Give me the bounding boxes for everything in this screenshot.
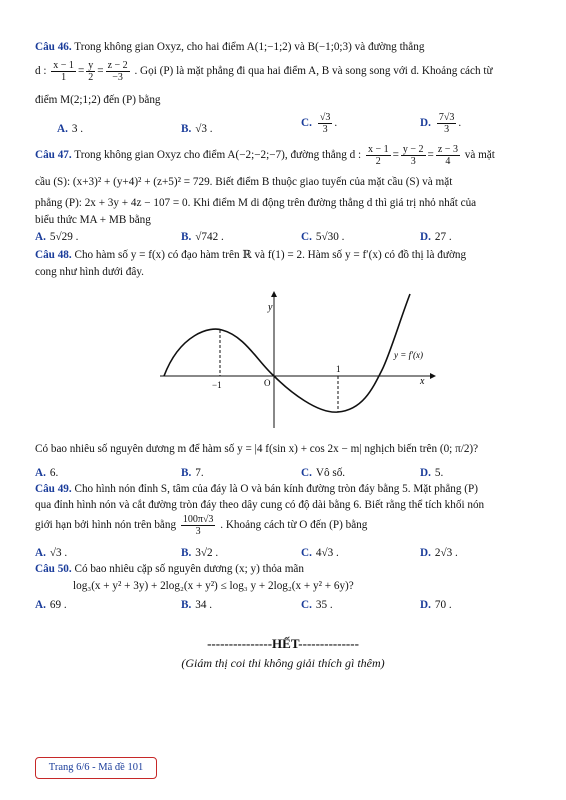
q47-text4: biểu thức MA + MB bằng — [35, 214, 151, 226]
q46-text2: . Gọi (P) là mặt phẳng đi qua hai điểm A, B và song song với d. Khoảng cách từ — [134, 65, 493, 78]
q47-line3 — [35, 194, 527, 210]
q49-line2 — [35, 496, 527, 512]
question-47 — [35, 144, 527, 249]
q47-line1: Câu 47. Trong không gian Oxyz cho điểm A(−2;−2;−7), đường thẳng d : $\frac{x - 1}{2}$ = $\frac{y - 2}{3}$ = $\frac{z - 3}{4}$ và mặt — [35, 144, 495, 167]
q49-text3b: . Khoảng cách từ O đến (P) bằng — [220, 519, 368, 532]
q47-label: Câu 47. — [35, 149, 72, 162]
q50-label: Câu 50. — [35, 563, 72, 575]
q49-option-b: B. 3√2 . — [181, 547, 219, 559]
q47-text3: phẳng (P): 2x + 3y + 4z − 107 = 0. Khi điểm M di động trên đường thẳng d thì giá trị nhỏ nhất của — [35, 197, 477, 209]
q47-text1b: và mặt — [464, 149, 495, 162]
q46-text1: Trong không gian Oxyz, cho hai điểm A(1;−1;2) và B(−1;0;3) và đường thẳng — [74, 41, 425, 53]
origin-label: O — [264, 378, 271, 388]
q47-text1a: Trong không gian Oxyz cho điểm A(−2;−2;−7), đường thẳng d : — [74, 149, 362, 162]
q49-text1: Cho hình nón đỉnh S, tâm của đáy là O và bán kính đường tròn đáy bằng 5. Mặt phẳng (P) — [74, 483, 478, 495]
end-note: (Giám thị coi thi không giải thích gì thêm) — [181, 656, 385, 670]
q47-text2: cầu (S): (x+3)² + (y+4)² + (z+5)² = 729. Biết điểm B thuộc giao tuyến của mặt cầu (S) và mặt — [35, 176, 453, 188]
q48-interval: (0; π/2)? — [439, 443, 479, 455]
q46-frac-x — [51, 60, 76, 83]
question-50 — [35, 560, 527, 620]
q46-line1 — [35, 38, 527, 54]
q49-option-d: D. 2√3 . — [420, 547, 458, 559]
q48-option-c: C. Vô số. — [301, 467, 346, 479]
q46-f3n: z − 2 — [107, 60, 128, 71]
tick-neg-label: −1 — [212, 380, 222, 390]
q49-option-c: C. 4√3 . — [301, 547, 339, 559]
q46-d-prefix: d : — [35, 65, 47, 78]
q47-frac-x: $\frac{x - 1}{2}$ — [367, 144, 389, 167]
q49-text2: qua đỉnh hình nón và cắt đường tròn đáy theo dây cung có độ dài bằng 6. Biết rằng thể tích khối nón — [35, 499, 485, 511]
q47-line4 — [35, 211, 527, 227]
q48-option-b: B. 7. — [181, 467, 204, 479]
q49-option-a: A. √3 . — [35, 547, 68, 559]
q47-options — [35, 228, 527, 244]
q46-f3d: −3 — [112, 72, 123, 83]
q48-text2: cong như hình dưới đây. — [35, 266, 144, 278]
q46-frac-z — [106, 60, 130, 83]
q48-line1 — [35, 246, 527, 262]
q49-line1 — [35, 480, 527, 496]
tick-pos-label: 1 — [336, 364, 341, 374]
end-marker: ---------------HẾT-------------- — [207, 636, 359, 651]
q46-line3 — [35, 91, 527, 107]
q50-option-b: B. 34 . — [181, 599, 213, 611]
q50-line1 — [35, 560, 527, 576]
question-46 — [35, 38, 527, 138]
curve-fprime — [164, 294, 410, 412]
curve-label: y = f′(x) — [394, 350, 424, 360]
q49-text3a: giới hạn bởi hình nón trên bằng — [35, 519, 177, 532]
q47-option-a: A. 5√29 . — [35, 231, 79, 243]
q50-option-a: A. 69 . — [35, 599, 67, 611]
question-49 — [35, 480, 527, 560]
q49-volume-frac: $\frac{100\pi√3}{3}$ — [182, 514, 214, 537]
q47-option-d: D. 27 . — [420, 231, 452, 243]
q48-line2 — [35, 263, 527, 279]
q46-option-b: B. √3 . — [181, 123, 213, 135]
q46-line2: d : $\frac{x - 1}{1}$ = $\frac{y}{2}$ = $\frac{z - 2}{-3}$ . Gọi (P) là mặt phẳng đi qua hai điểm A, B và song song với d. Khoảng cách từ — [35, 60, 493, 83]
q48-option-a: A. 6. — [35, 467, 59, 479]
q46-option-a: A. 3 . — [57, 123, 84, 135]
page-footer: Trang 6/6 - Mã đề 101 — [35, 757, 157, 779]
q48-text1: Cho hàm số y = f(x) có đạo hàm trên ℝ và f(1) = 2. Hàm số y = f′(x) có đồ thị là đường — [74, 249, 467, 261]
q49-line3 — [35, 514, 527, 540]
y-axis-label: y — [268, 302, 273, 313]
x-axis-label: x — [420, 376, 425, 387]
question-48-tail — [35, 440, 527, 480]
derivative-graph — [150, 290, 440, 430]
q47-frac-z: $\frac{z - 3}{4}$ — [437, 144, 458, 167]
q47-line2 — [35, 173, 527, 189]
q50-line2 — [73, 577, 565, 593]
q46-f2d: 2 — [88, 72, 94, 83]
q47-frac-y: $\frac{y - 2}{3}$ — [402, 144, 424, 167]
q50-option-c: C. 35 . — [301, 599, 333, 611]
q46-option-d: D. $\frac{7√3}{3}$ . — [420, 112, 462, 135]
q50-text1: Có bao nhiêu cặp số nguyên dương (x; y) thỏa mãn — [74, 563, 304, 575]
q49-options — [35, 544, 527, 560]
q50-option-d: D. 70 . — [420, 599, 452, 611]
q48-option-d: D. 5. — [420, 467, 444, 479]
q46-options — [35, 112, 527, 142]
q46-text3: điểm M(2;1;2) đến (P) bằng — [35, 94, 161, 106]
q48-text3: Có bao nhiêu số nguyên dương m để hàm số y = |4 f(sin x) + cos 2x − m| nghịch biến trên — [35, 443, 438, 455]
q46-option-c: C. $\frac{√3}{3}$ . — [301, 112, 338, 135]
q49-label: Câu 49. — [35, 483, 72, 495]
q48-line3 — [35, 440, 527, 456]
q50-inequality: log₃(x + y² + 3y) + 2log₂(x + y²) ≤ log₃ y + 2log₂(x + y² + 6y)? — [73, 580, 354, 592]
q46-f1d: 1 — [61, 72, 67, 83]
q46-f2n: y — [88, 60, 94, 71]
q47-option-c: C. 5√30 . — [301, 231, 345, 243]
q48-label: Câu 48. — [35, 249, 72, 261]
q47-option-b: B. √742 . — [181, 231, 224, 243]
q50-options — [35, 596, 527, 612]
q46-frac-y — [86, 60, 95, 83]
q46-label: Câu 46. — [35, 41, 72, 53]
q46-f1n: x − 1 — [53, 60, 74, 71]
q48-options — [35, 464, 527, 480]
